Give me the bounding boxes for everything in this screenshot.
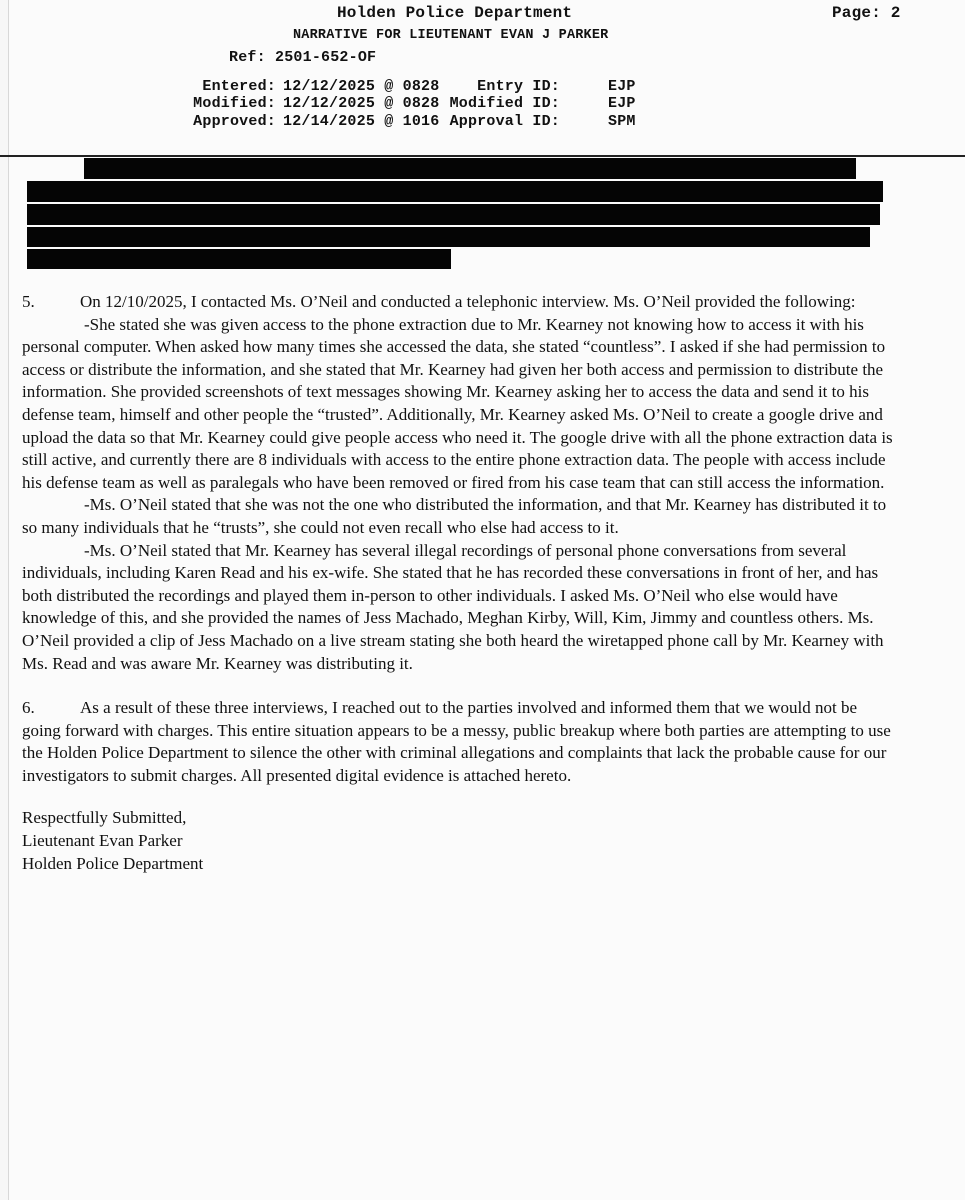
header-divider bbox=[0, 155, 965, 157]
department-heading: Holden Police Department bbox=[337, 4, 573, 22]
entered-label: Entered: bbox=[202, 78, 276, 95]
redaction-bar bbox=[84, 158, 856, 179]
modified-id-label: Modified ID: bbox=[449, 95, 560, 112]
reference-number: Ref: 2501-652-OF bbox=[229, 49, 377, 66]
paragraph-5-point-3: -Ms. O’Neil stated that Mr. Kearney has several illegal recordings of personal phone conversations from several individuals, including Karen Read and his ex-wife. She stated that he has recorded these conversations in front of her, and has both distributed the recordings and played them in-person to other individuals. I asked Ms. O’Neil who else would have knowledge of this, and she provided the names of Jess Machado, Meghan Kirby, Will, Kim, Jimmy and countless others. Ms. O’Neil provided a clip of Jess Machado on a live stream stating she both heard the wiretapped phone call by Mr. Kearney with Ms. Read and was aware Mr. Kearney was distributing it. bbox=[22, 540, 884, 673]
paragraph-number: 6. bbox=[22, 698, 35, 718]
narrative-body bbox=[22, 291, 900, 875]
redaction-bar bbox=[27, 249, 451, 269]
redaction-bar bbox=[27, 227, 870, 247]
approval-id-value: SPM bbox=[608, 113, 636, 130]
paragraph-text: As a result of these three interviews, I reached out to the parties involved and informed them that we would not be going forward with charges. This entire situation appears to be a messy, public breakup where both parties are attempting to use the Holden Police Department to silence the other with criminal allegations and complaints that lack the probable cause for our investigators to submit charges. All presented digital evidence is attached hereto. bbox=[22, 698, 891, 785]
paragraph-6 bbox=[22, 697, 900, 787]
approval-id-label: Approval ID: bbox=[449, 113, 560, 130]
paragraph-number: 5. bbox=[22, 292, 35, 311]
paragraph-5 bbox=[22, 291, 900, 314]
entered-value: 12/12/2025 @ 0828 bbox=[283, 78, 440, 95]
signature-name: Lieutenant Evan Parker bbox=[22, 831, 183, 851]
entry-id-label: Entry ID: bbox=[477, 78, 560, 95]
signature-block bbox=[22, 807, 900, 875]
modified-label: Modified: bbox=[193, 95, 276, 112]
page-number: Page: 2 bbox=[832, 4, 901, 22]
redaction-bar bbox=[27, 181, 883, 202]
redaction-bar bbox=[27, 204, 880, 225]
paragraph-5-point-2: -Ms. O’Neil stated that she was not the one who distributed the information, and that Mr. Kearney has distributed it to so many individuals that he “trusts”, she could not even recall who else had access to it. bbox=[22, 495, 887, 537]
narrative-title: NARRATIVE FOR LIEUTENANT EVAN J PARKER bbox=[293, 28, 609, 43]
signature-department: Holden Police Department bbox=[22, 853, 204, 873]
entry-id-value: EJP bbox=[608, 78, 636, 95]
paragraph-text: On 12/10/2025, I contacted Ms. O’Neil and conducted a telephonic interview. Ms. O’Neil provided the following: bbox=[80, 292, 856, 311]
approved-label: Approved: bbox=[193, 113, 276, 130]
paragraph-5-point-1: -She stated she was given access to the phone extraction due to Mr. Kearney not knowing how to access it with his personal computer. When asked how many times she accessed the data, she stated “countless”. I asked if she had permission to access or distribute the information, and she stated that Mr. Kearney had given her both access and permission to distribute the information. She provided screenshots of text messages showing Mr. Kearney asking her to access the data and send it to his defense team, himself and other people the “trusted”. Additionally, Mr. Kearney asked Ms. O’Neil to create a google drive and upload the data so that Mr. Kearney could give people access who need it. The google drive with all the phone extraction data is still active, and currently there are 8 individuals with access to the entire phone extraction data. The people with access include his defense team as well as paralegals who have been removed or fired from his case team that can still access the information. bbox=[22, 314, 893, 492]
modified-value: 12/12/2025 @ 0828 bbox=[283, 95, 440, 112]
modified-id-value: EJP bbox=[608, 95, 636, 112]
signature-closing: Respectfully Submitted, bbox=[22, 808, 187, 828]
approved-value: 12/14/2025 @ 1016 bbox=[283, 113, 440, 130]
